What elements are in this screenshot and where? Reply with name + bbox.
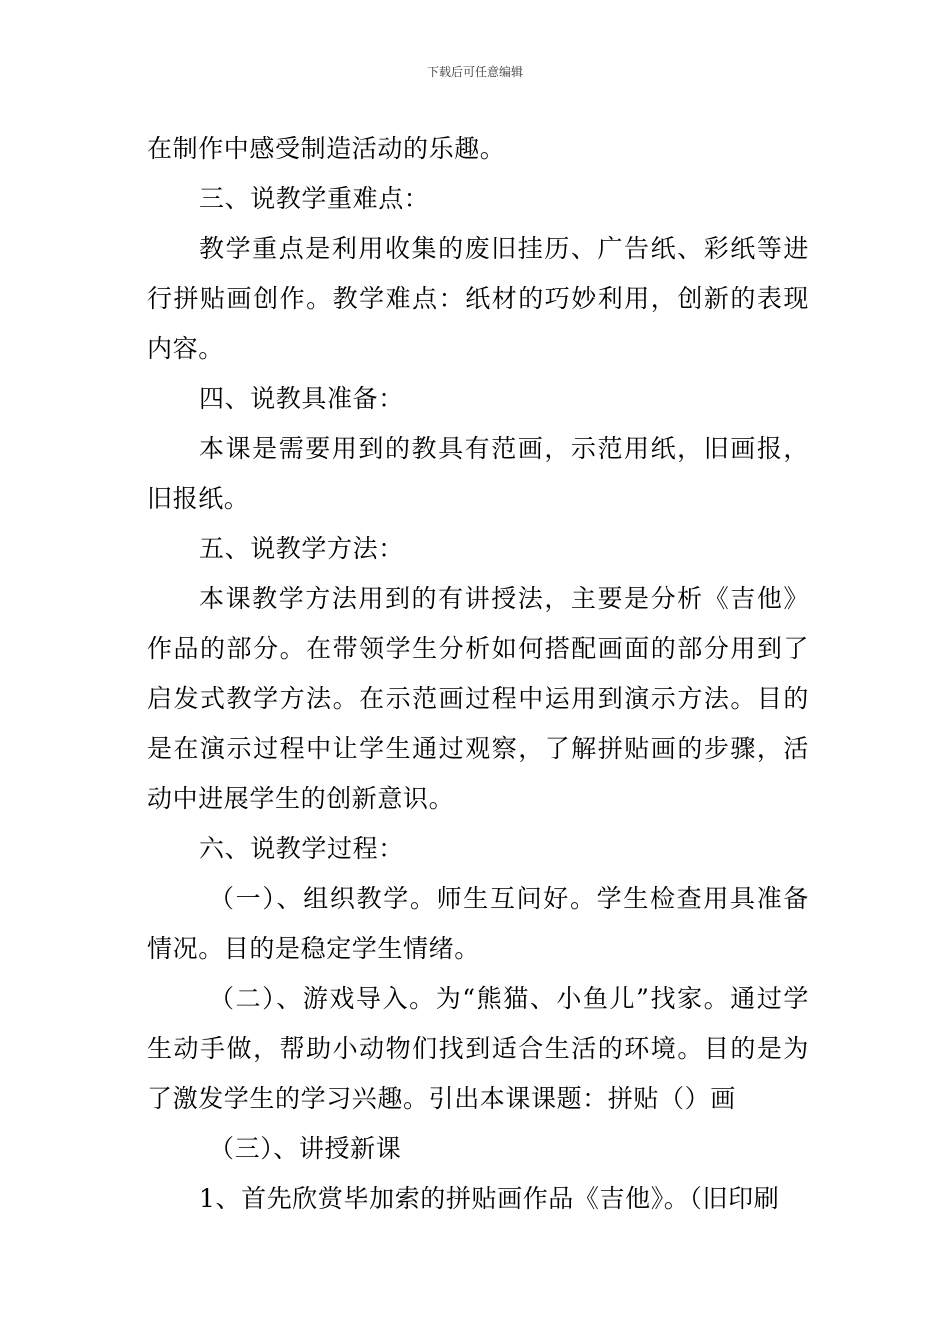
section-heading-5: 五、说教学方法：: [199, 534, 404, 563]
paragraph-1: 在制作中感受制造活动的乐趣。: [147, 134, 506, 163]
page-header: 下载后可任意编辑: [426, 65, 523, 79]
paragraph-step-2: （二）、游戏导入。为“熊猫、小鱼儿”找家。通过学生动手做，帮助小动物们找到适合生活的环境。目的是为了激发学生的学习兴趣。引出本课课题：拼贴（）画: [147, 984, 809, 1113]
section-heading-3: 三、说教学重难点：: [199, 184, 430, 213]
paragraph-teaching-aids: 本课是需要用到的教具有范画，示范用纸，旧画报，旧报纸。: [147, 434, 809, 513]
paragraph-step-1: （一）、组织教学。师生互问好。学生检查用具准备情况。目的是稳定学生情绪。: [147, 884, 809, 963]
section-heading-4: 四、说教具准备：: [199, 384, 404, 413]
paragraph-key-points: 教学重点是利用收集的废旧挂历、广告纸、彩纸等进行拼贴画创作。教学难点：纸材的巧妙利用，创新的表现内容。: [147, 234, 809, 363]
document-body: [147, 124, 809, 1224]
paragraph-step-3: （三）、讲授新课: [209, 1134, 402, 1163]
paragraph-item-1: 1、首先欣赏毕加索的拼贴画作品《吉他》。（旧印刷: [199, 1184, 780, 1213]
paragraph-teaching-methods: 本课教学方法用到的有讲授法，主要是分析《吉他》作品的部分。在带领学生分析如何搭配画面的部分用到了启发式教学方法。在示范画过程中运用到演示方法。目的是在演示过程中让学生通过观察，了解拼贴画的步骤，活动中进展学生的创新意识。: [147, 584, 809, 813]
section-heading-6: 六、说教学过程：: [199, 834, 404, 863]
